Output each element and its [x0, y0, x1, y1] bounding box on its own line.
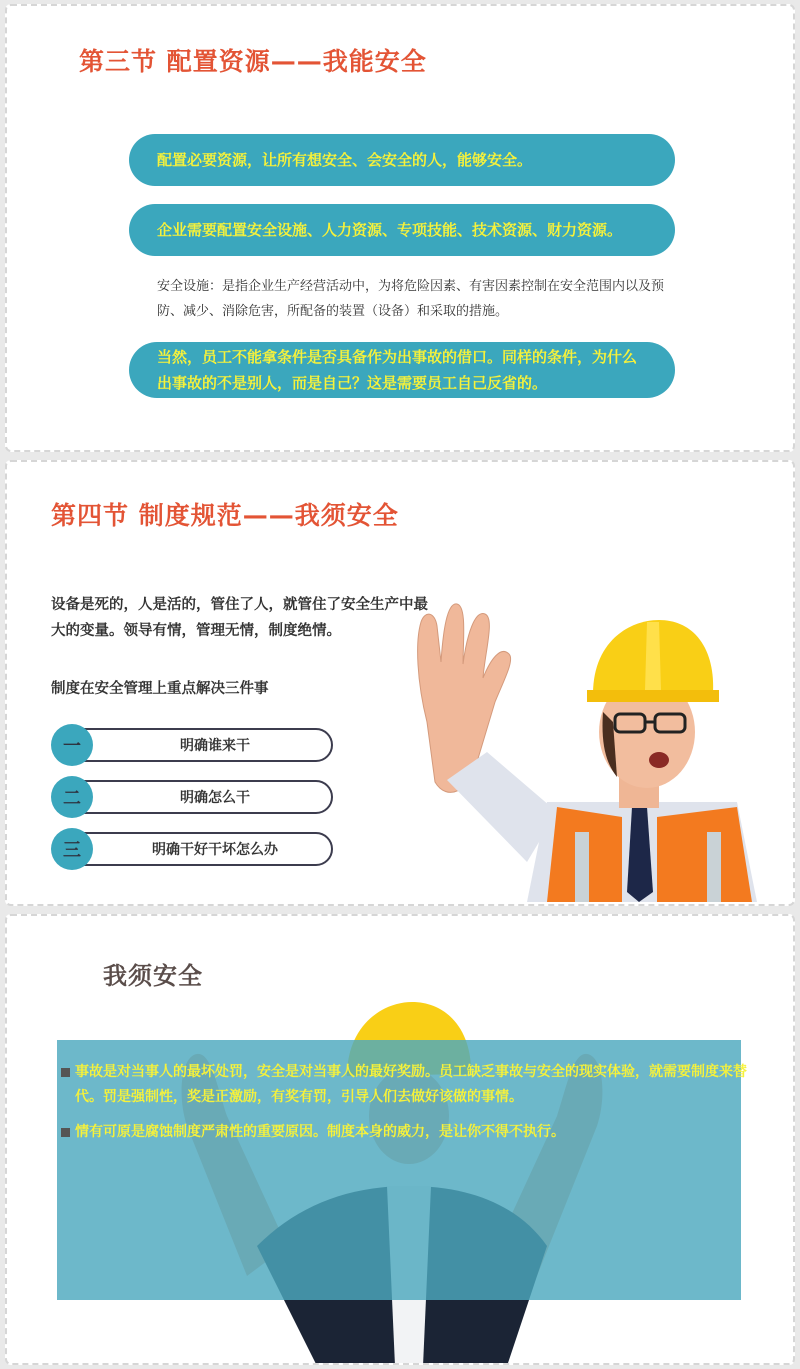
list-item	[51, 828, 333, 868]
section-3-title: 第三节 配置资源——我能安全	[79, 47, 427, 76]
list-item-label: 明确谁来干	[67, 728, 333, 762]
bullet-item	[59, 1060, 749, 1110]
resource-types-pill: 企业需要配置安全设施、人力资源、专项技能、技术资源、财力资源。	[129, 204, 675, 256]
management-paragraph: 设备是死的，人是活的，管住了人，就管住了安全生产中最大的变量。领导有情，管理无情，制度绝情。	[51, 597, 428, 639]
list-number-badge: 三	[51, 828, 93, 870]
list-item	[51, 724, 333, 764]
list-number-badge: 二	[51, 776, 93, 818]
three-things-heading: 制度在安全管理上重点解决三件事	[51, 681, 269, 697]
list-item	[51, 776, 333, 816]
square-bullet-icon	[61, 1128, 70, 1137]
safety-worker-illustration	[407, 602, 767, 902]
slide-section-4	[5, 460, 795, 906]
reflection-pill: 当然，员工不能拿条件是否具备作为出事故的借口。同样的条件，为什么出事故的不是别人，而是自己？这是需要员工自己反省的。	[129, 342, 675, 398]
slide-3-title: 我须安全	[103, 962, 203, 990]
slide-must-be-safe	[5, 914, 795, 1365]
list-number-badge: 一	[51, 724, 93, 766]
list-item-label: 明确干好干坏怎么办	[67, 832, 333, 866]
section-4-title: 第四节 制度规范——我须安全	[51, 501, 399, 530]
bullet-text: 事故是对当事人的最坏处罚，安全是对当事人的最好奖励。员工缺乏事故与安全的现实体验，就需要制度来替代。罚是强制性，奖是正激励，有奖有罚，引导人们去做好该做的事情。	[75, 1064, 747, 1105]
resource-statement-pill: 配置必要资源，让所有想安全、会安全的人，能够安全。	[129, 134, 675, 186]
bullet-item	[59, 1120, 749, 1145]
slide-section-3	[5, 4, 795, 452]
safety-facility-definition: 安全设施：是指企业生产经营活动中，为将危险因素、有害因素控制在安全范围内以及预防、减少、消除危害，所配备的装置（设备）和采取的措施。	[157, 279, 665, 319]
square-bullet-icon	[61, 1068, 70, 1077]
bullet-text: 情有可原是腐蚀制度严肃性的重要原因。制度本身的威力，是让你不得不执行。	[75, 1124, 565, 1140]
list-item-label: 明确怎么干	[67, 780, 333, 814]
